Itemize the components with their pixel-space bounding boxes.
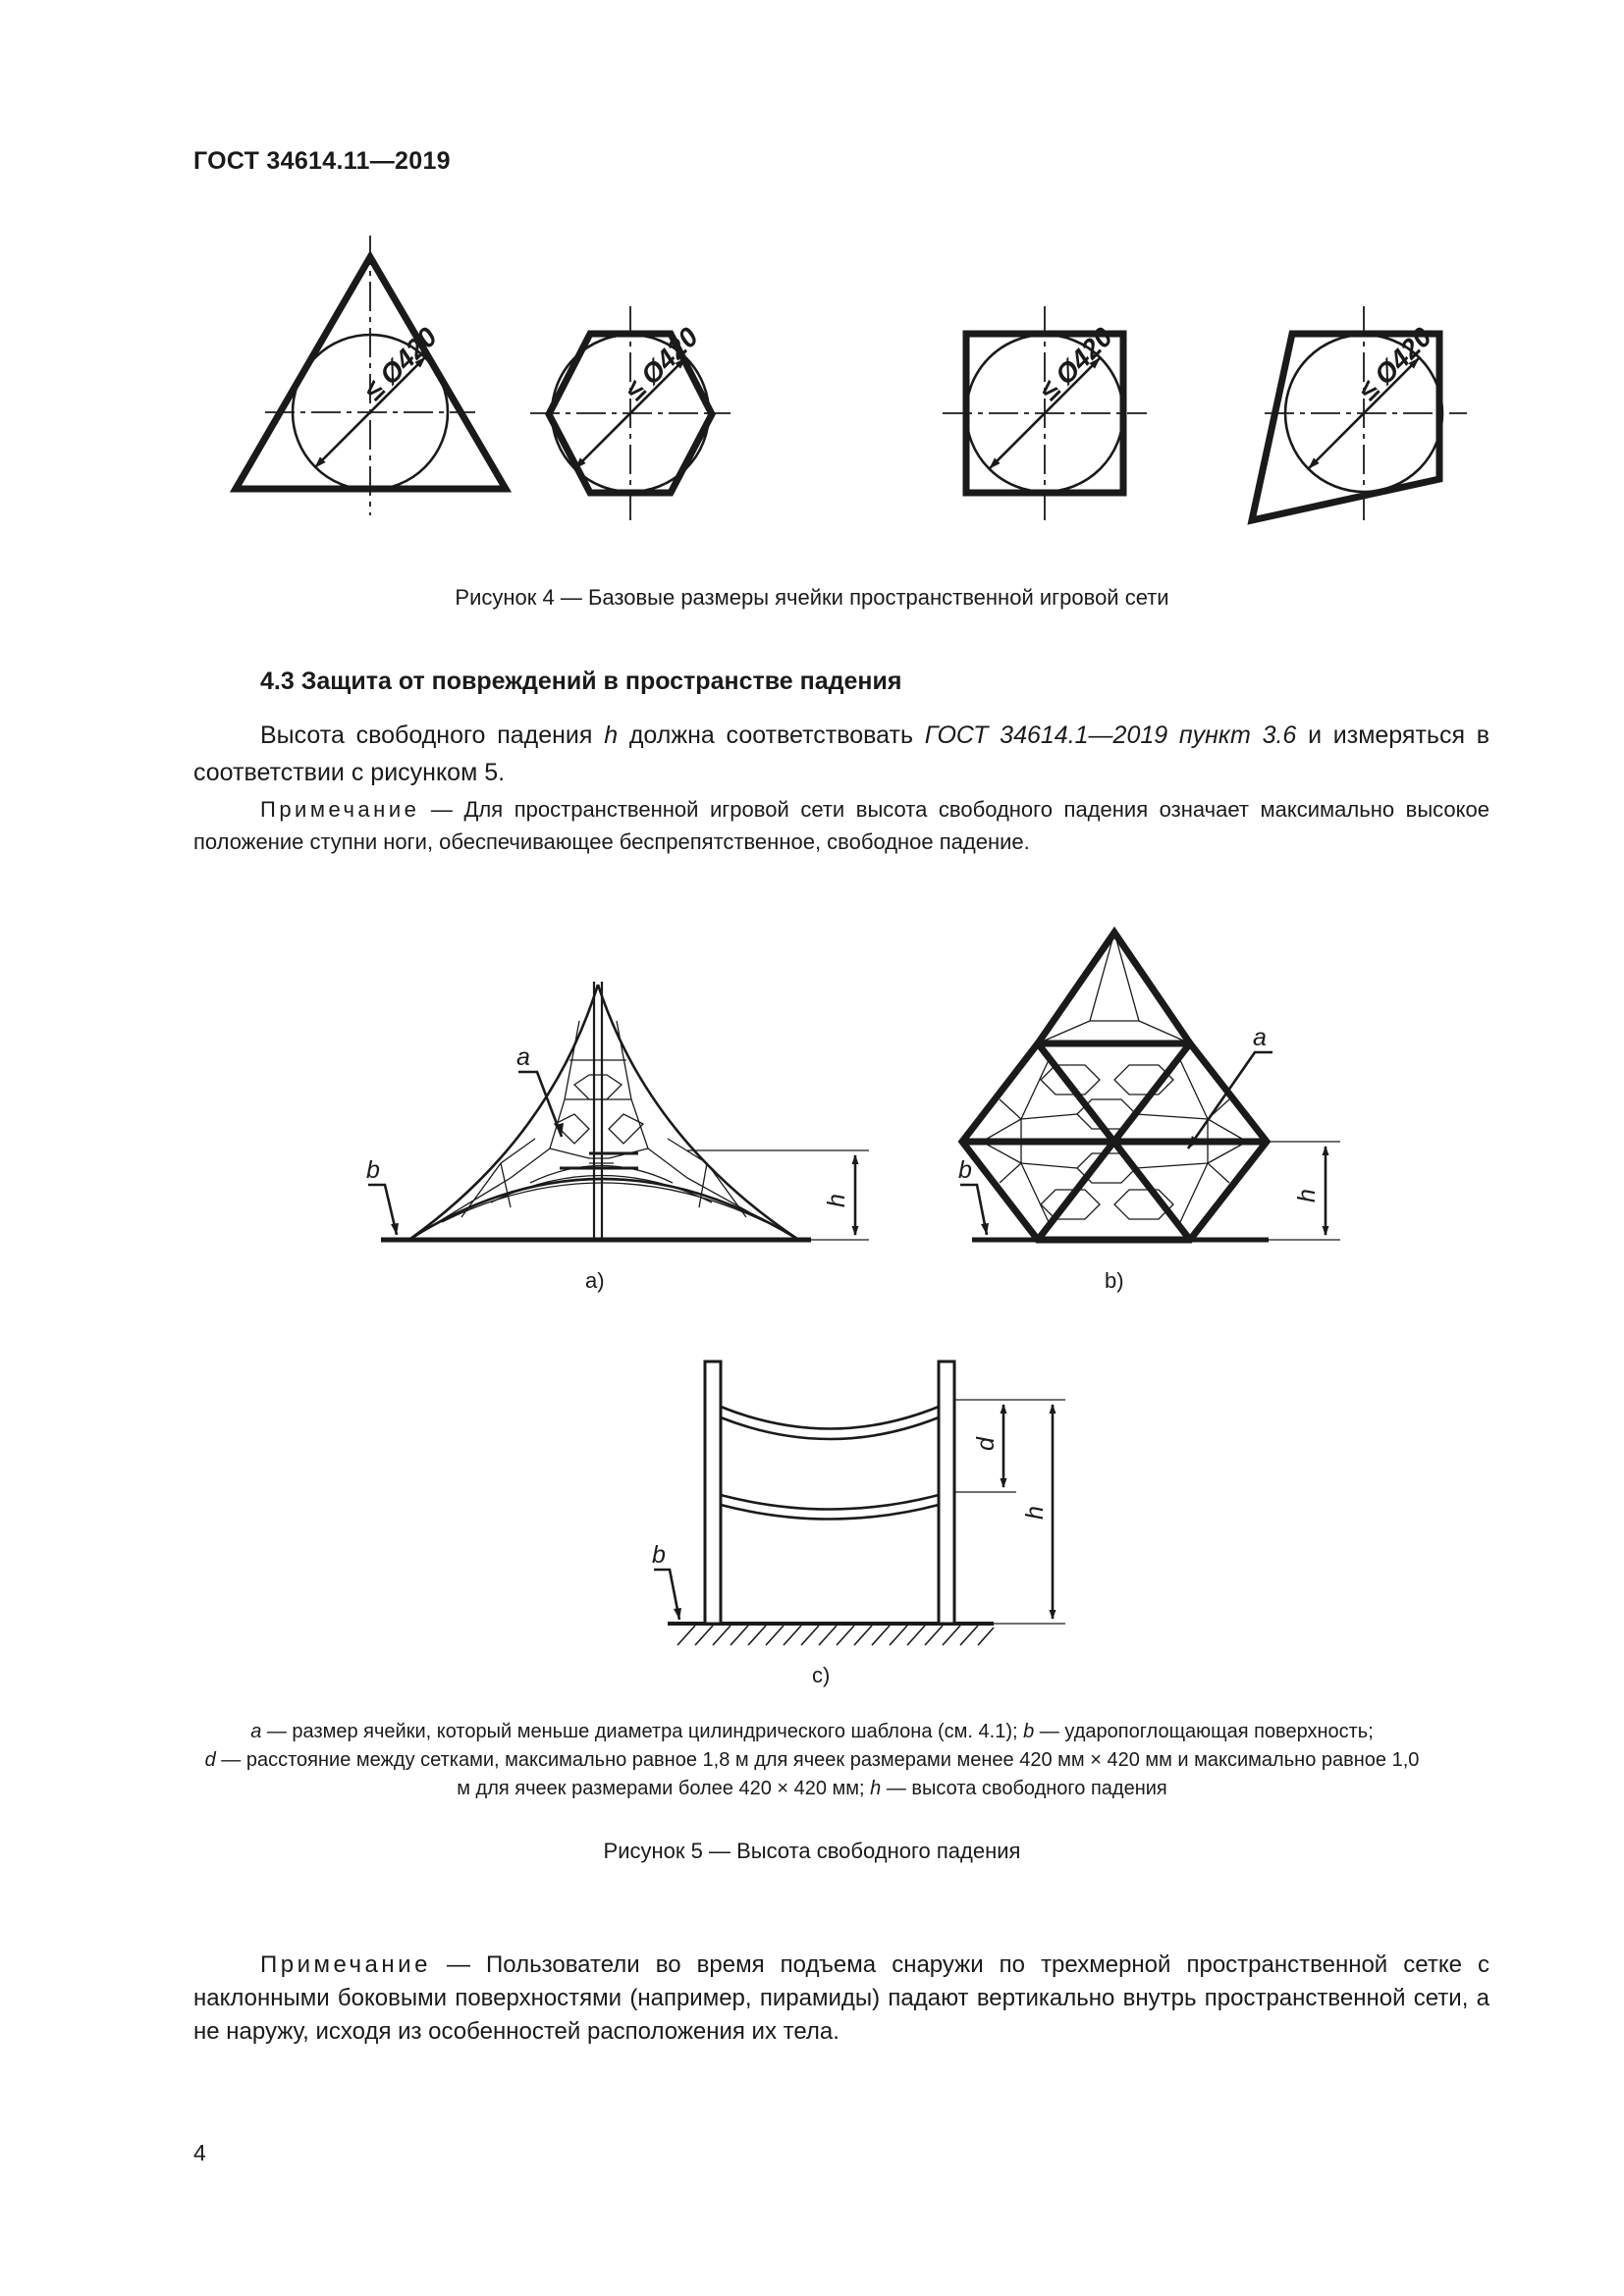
dimension-label: ≤ Ø420: [357, 321, 444, 407]
figure-4-drawing: [0, 236, 1624, 785]
dimension-label: ≤ Ø420: [619, 321, 705, 407]
square-cell: [943, 306, 1147, 520]
layered-nets-sketch: [652, 1362, 1065, 1645]
quadrilateral-cell: [1252, 306, 1467, 520]
figure-5-drawing: [0, 923, 1624, 1728]
legend-line: a — размер ячейки, который меньше диаметра цилиндрического шаблона (см. 4.1); b — ударопоглощающая поверхность;: [250, 1721, 1374, 1742]
label-b: b: [652, 1541, 666, 1569]
figure-4-caption: Рисунок 4 — Базовые размеры ячейки пространственной игровой сети: [455, 585, 1169, 610]
document-header: ГОСТ 34614.11—2019: [193, 147, 451, 175]
section-note: Примечание — Для пространственной игровой сети высота свободного падения означает максимально высокое положение ступни ноги, обеспечивающее беспрепятственное, свободное падение.: [193, 797, 1489, 854]
section-paragraph: Высота свободного падения h должна соответствовать ГОСТ 34614.1—2019 пункт 3.6 и измеряться в соответствии с рисунком 5.: [193, 721, 1490, 786]
legend-line: d — расстояние между сетками, максимально равное 1,8 м для ячеек размерами менее 420 мм × 420 мм и максимально равное 1,0 м для ячеек размерами более 420 × 420 мм; h — высота свободного падения: [204, 1749, 1420, 1799]
figure-5-caption: Рисунок 5 — Высота свободного падения: [603, 1839, 1021, 1863]
dimension-label: ≤ Ø420: [1033, 321, 1119, 407]
pyramid-net-sketch: [366, 982, 869, 1240]
label-h: h: [823, 1194, 850, 1207]
page-number: 4: [193, 2140, 206, 2165]
label-h: h: [1293, 1189, 1321, 1202]
bottom-note: Примечание — Пользователи во время подъема снаружи по трехмерной пространственной сетке с наклонными боковыми поверхностями (например, пирамиды) падают вертикально внутрь пространственной сети, а не наружу, исходя из особенностей расположения их тела.: [193, 1951, 1489, 2045]
label-a: a: [516, 1043, 530, 1071]
label-h: h: [1021, 1506, 1049, 1520]
section-heading: 4.3 Защита от повреждений в пространстве падения: [260, 667, 902, 695]
figure-5-legend: [196, 1718, 1428, 1803]
dimension-label: ≤ Ø420: [1352, 321, 1438, 407]
label-d: d: [972, 1437, 1000, 1451]
sub-label-a: a): [585, 1268, 605, 1293]
diamond-net-sketch: [958, 933, 1340, 1240]
hexagon-cell: [530, 306, 731, 520]
sub-label-c: c): [812, 1663, 831, 1687]
label-b: b: [958, 1156, 972, 1184]
triangle-cell: [236, 236, 506, 515]
sub-label-b: b): [1105, 1268, 1124, 1293]
label-a: a: [1253, 1024, 1267, 1051]
label-b: b: [366, 1156, 380, 1184]
